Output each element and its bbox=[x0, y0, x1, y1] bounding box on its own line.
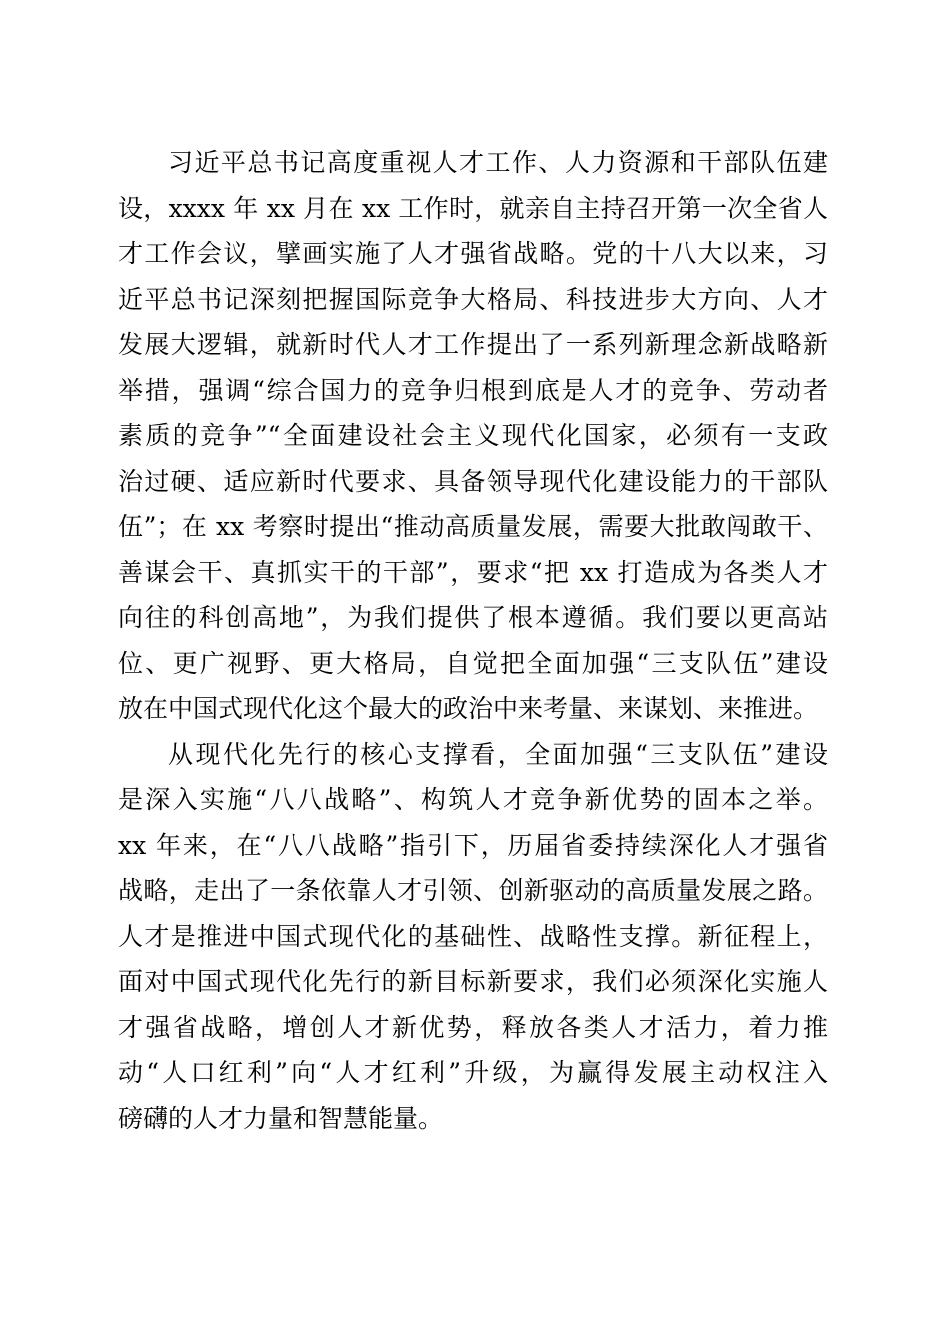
paragraph-1 bbox=[118, 140, 828, 732]
paragraph-line: 举措，强调“综合国力的竞争归根到底是人才的竞争、劳动者 bbox=[118, 375, 828, 405]
paragraph-line: xx 年来，在“八八战略”指引下，历届省委持续深化人才强省 bbox=[118, 830, 828, 860]
paragraph-line: 才工作会议，擘画实施了人才强省战略。党的十八大以来，习 bbox=[118, 239, 828, 268]
paragraph-line: 近平总书记深刻把握国际竞争大格局、科技进步大方向、人才 bbox=[118, 284, 828, 314]
paragraph-line: 设，xxxx 年 xx 月在 xx 工作时，就亲自主持召开第一次全省人 bbox=[118, 193, 828, 223]
paragraph-line: 战略，走出了一条依靠人才引领、创新驱动的高质量发展之路。 bbox=[118, 876, 828, 905]
paragraph-line: 放在中国式现代化这个最大的政治中来考量、来谋划、来推进。 bbox=[118, 694, 819, 723]
paragraph-line: 发展大逻辑，就新时代人才工作提出了一系列新理念新战略新 bbox=[118, 330, 828, 359]
paragraph-line: 位、更广视野、更大格局，自觉把全面加强“三支队伍”建设 bbox=[118, 648, 828, 678]
paragraph-line: 习近平总书记高度重视人才工作、人力资源和干部队伍建 bbox=[168, 148, 828, 177]
paragraph-2 bbox=[118, 732, 828, 1142]
paragraph-line: 素质的竞争”“全面建设社会主义现代化国家，必须有一支政 bbox=[118, 421, 828, 450]
paragraph-line: 从现代化先行的核心支撑看，全面加强“三支队伍”建设 bbox=[168, 739, 828, 769]
paragraph-line: 动“人口红利”向“人才红利”升级，为赢得发展主动权注入 bbox=[118, 1058, 828, 1087]
paragraph-line: 磅礴的人才力量和智慧能量。 bbox=[118, 1103, 444, 1133]
paragraph-line: 伍”；在 xx 考察时提出“推动高质量发展，需要大批敢闯敢干、 bbox=[118, 512, 828, 541]
paragraph-line: 善谋会干、真抓实干的干部”，要求“把 xx 打造成为各类人才 bbox=[118, 557, 828, 587]
paragraph-line: 人才是推进中国式现代化的基础性、战略性支撑。新征程上， bbox=[118, 921, 828, 951]
paragraph-line: 才强省战略，增创人才新优势，释放各类人才活力，着力推 bbox=[118, 1012, 828, 1042]
paragraph-line: 是深入实施“八八战略”、构筑人才竞争新优势的固本之举。 bbox=[118, 785, 828, 814]
paragraph-line: 面对中国式现代化先行的新目标新要求，我们必须深化实施人 bbox=[118, 967, 828, 996]
document-body bbox=[118, 140, 828, 1141]
paragraph-line: 向往的科创高地”，为我们提供了根本遵循。我们要以更高站 bbox=[118, 603, 828, 632]
paragraph-line: 治过硬、适应新时代要求、具备领导现代化建设能力的干部队 bbox=[118, 466, 828, 496]
